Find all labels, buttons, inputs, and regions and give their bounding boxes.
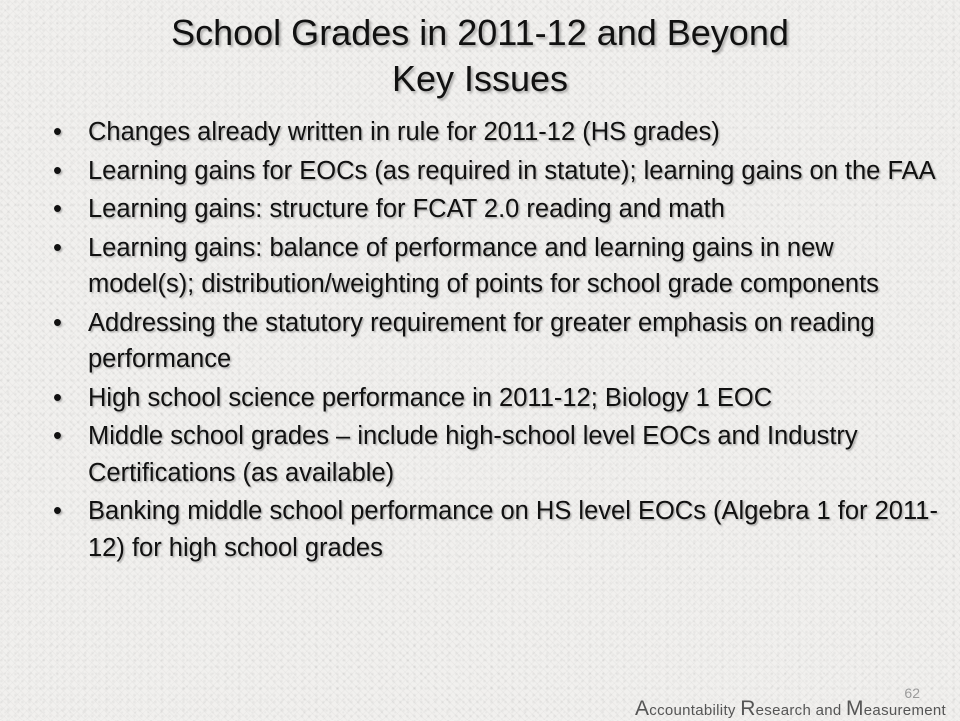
bullet-text: Banking middle school performance on HS level EOCs (Algebra 1 for 2011-12) for high school grades <box>88 497 938 562</box>
slide-title <box>0 10 960 102</box>
list-item <box>50 114 940 151</box>
footer-r-rest: esearch and <box>755 702 846 719</box>
footer-a-rest: ccountability <box>649 702 741 719</box>
list-item <box>50 305 940 378</box>
bullet-text: Middle school grades – include high-school level EOCs and Industry Certifications (as available) <box>88 422 858 487</box>
bullet-icon: • <box>53 497 62 525</box>
title-line-2: Key Issues <box>391 58 569 99</box>
bullet-icon: • <box>53 156 62 185</box>
bullet-text: Changes already written in rule for 2011-12 (HS grades) <box>88 118 720 146</box>
footer-a-initial: A <box>634 697 650 720</box>
list-item <box>50 418 940 491</box>
list-item <box>50 493 940 566</box>
list-item <box>50 230 940 303</box>
list-item <box>50 380 940 417</box>
page-number: 62 <box>904 685 920 701</box>
footer-department <box>635 697 946 721</box>
bullet-icon: • <box>53 308 62 337</box>
list-item <box>50 153 940 190</box>
bullet-text: Addressing the statutory requirement for greater emphasis on reading performance <box>88 308 875 373</box>
footer-m-rest: easurement <box>863 702 946 719</box>
bullet-text: Learning gains: structure for FCAT 2.0 reading and math <box>88 195 725 223</box>
bullet-icon: • <box>53 118 62 146</box>
footer-r-initial: R <box>740 697 756 720</box>
bullet-text: High school science performance in 2011-12; Biology 1 EOC <box>88 383 773 412</box>
bullet-list <box>50 114 940 568</box>
bullet-text: Learning gains: balance of performance and learning gains in new model(s); distribution/weighting of points for school grade components <box>88 233 879 298</box>
list-item <box>50 191 940 228</box>
bullet-text: Learning gains for EOCs (as required in statute); learning gains on the FAA <box>88 156 936 185</box>
bullet-icon: • <box>53 383 62 412</box>
bullet-icon: • <box>53 422 62 450</box>
title-line-1: School Grades in 2011-12 and Beyond <box>171 12 789 53</box>
bullet-icon: • <box>53 195 62 223</box>
bullet-icon: • <box>53 233 62 262</box>
footer-m-initial: M <box>845 697 864 720</box>
